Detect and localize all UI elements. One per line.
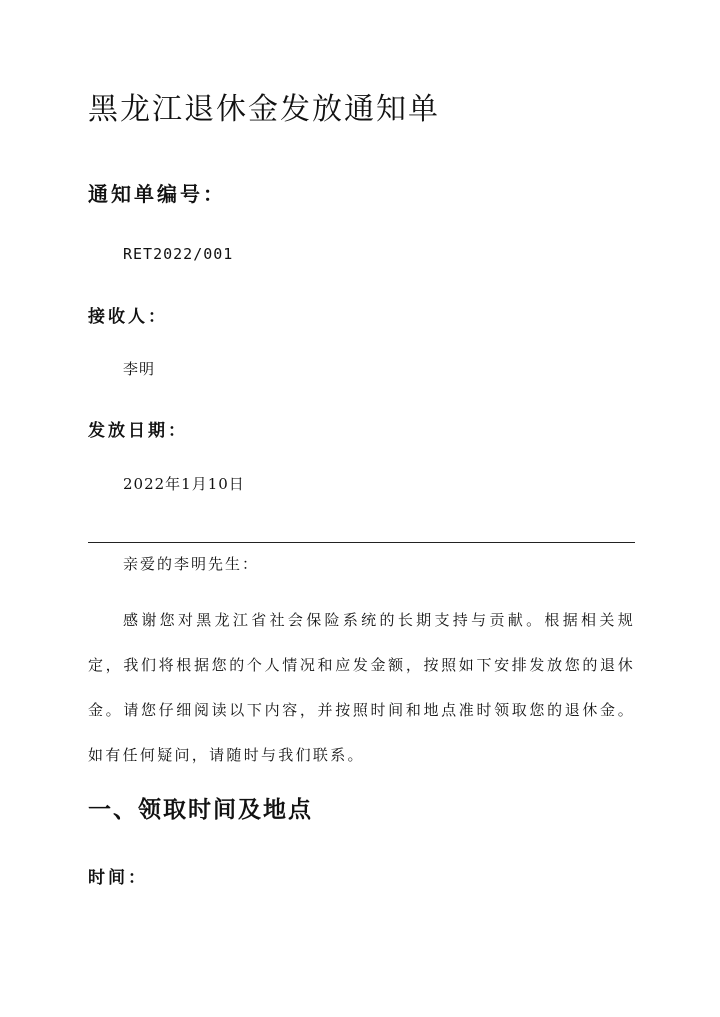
body-paragraph: 感谢您对黑龙江省社会保险系统的长期支持与贡献。根据相关规定，我们将根据您的个人情况和应发金额，按照如下安排发放您的退休金。请您仔细阅读以下内容，并按照时间和地点准时领取您的退休金。如有任何疑问，请随时与我们联系。: [88, 611, 635, 764]
notice-number-label: 通知单编号：: [88, 182, 226, 206]
issue-date-label: 发放日期：: [88, 421, 188, 441]
document-title: 黑龙江退休金发放通知单: [88, 92, 440, 127]
section-heading-pickup: 一、领取时间及地点: [88, 796, 313, 823]
notice-number-value: RET2022/001: [123, 245, 234, 263]
issue-date-value: 2022年1月10日: [123, 475, 245, 493]
greeting: 亲爱的李明先生：: [123, 555, 260, 573]
section-divider: [88, 542, 635, 543]
recipient-label: 接收人：: [88, 307, 168, 327]
time-label: 时间：: [88, 868, 148, 888]
recipient-value: 李明: [123, 360, 156, 378]
